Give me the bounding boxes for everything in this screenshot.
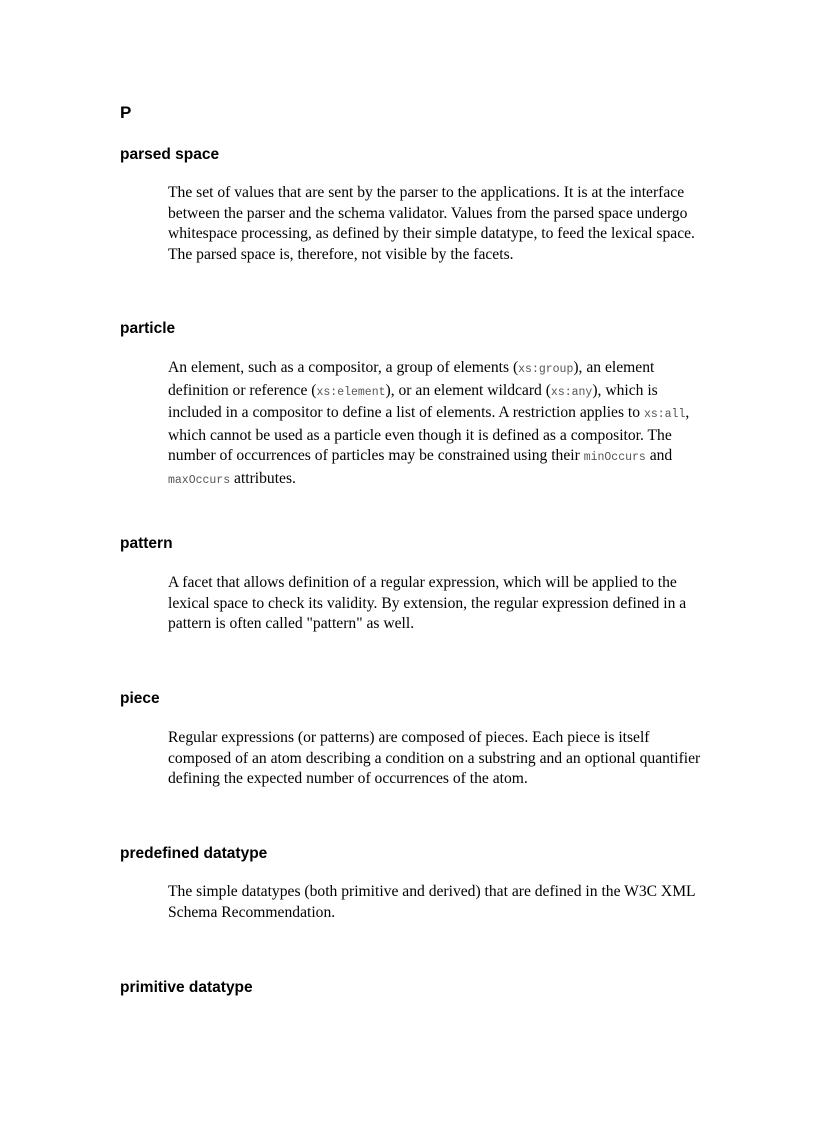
term-heading: particle [120,320,176,337]
code-term: minOccurs [583,451,646,464]
term-definition [168,183,708,265]
definition-text: attributes. [230,469,296,487]
term-heading: pattern [120,535,173,552]
definition-text: An element, such as a compositor, a group of elements ( [168,359,519,376]
term-definition [168,573,708,635]
term-definition [168,882,708,923]
term-heading: parsed space [120,146,220,163]
code-term: xs:all [643,408,686,421]
definition-text: ), an element definition or reference ( [168,359,655,399]
definition-text: , which cannot be used as a particle even though it is defined as a compositor. The number of occurrences of particles may be constrained using their [168,404,690,464]
code-term: xs:group [518,363,574,376]
code-term: maxOccurs [168,473,231,487]
definition-text: A facet that allows definition of a regular expression, which will be applied to the lexical space to check its validity. By extension, the regular expression defined in a pattern is often called "pattern" as well. [168,574,687,632]
section-letter: P [120,103,132,122]
term-definition [168,728,708,790]
definition-text: ), which is included in a compositor to define a list of elements. A restriction applies to [168,381,658,421]
term-definition [168,358,708,491]
definition-text: The simple datatypes (both primitive and derived) that are defined in the W3C XML Schema Recommendation. [168,883,696,921]
term-heading: predefined datatype [120,845,268,862]
definition-text: The set of values that are sent by the parser to the applications. It is at the interface between the parser and the schema validator. Values from the parsed space undergo whitespace processing, as defined by their simple datatype, to feed the lexical space. The parsed space is, therefore, not visible by the facets. [168,184,695,263]
code-term: xs:element [316,385,386,399]
definition-text: ), or an element wildcard ( [385,381,551,399]
definition-text: Regular expressions (or patterns) are composed of pieces. Each piece is itself composed of an atom describing a condition on a substring and an optional quantifier defining the expected number of occurrences of the atom. [168,729,701,787]
term-heading: primitive datatype [120,979,253,996]
definition-text: and [645,447,673,464]
code-term: xs:any [550,385,593,399]
term-heading: piece [120,690,160,707]
